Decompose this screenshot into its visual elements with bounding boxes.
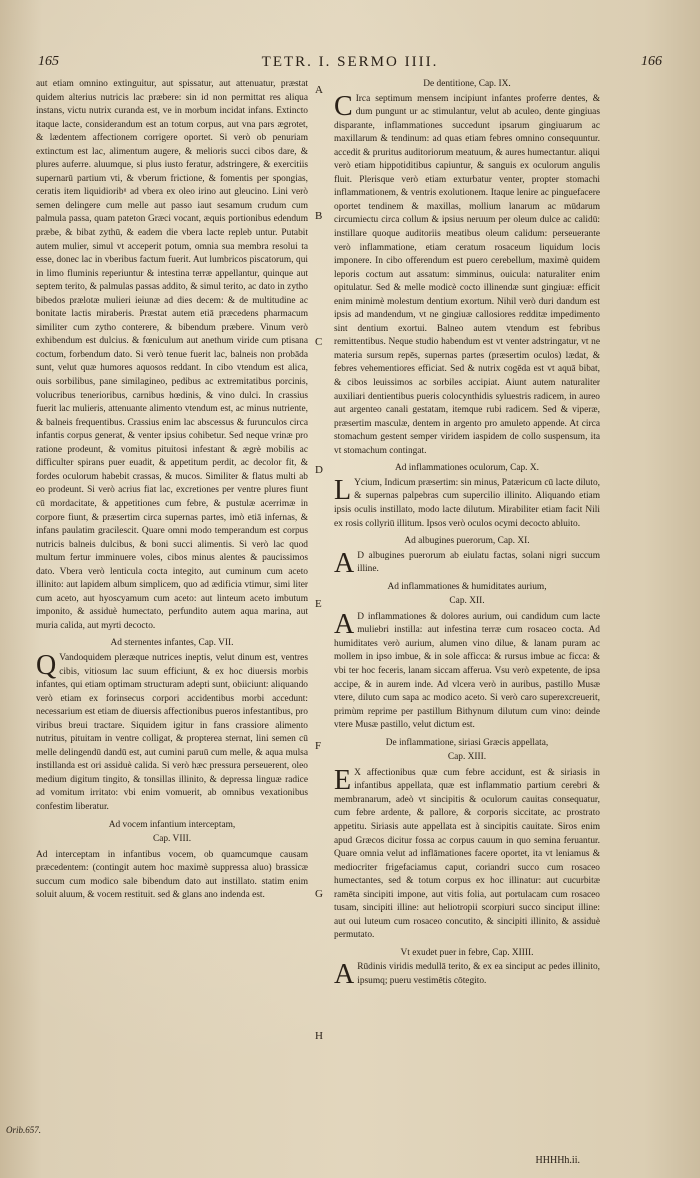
drop-capital-a2: A bbox=[334, 608, 355, 640]
paragraph-sternentes bbox=[36, 649, 308, 815]
heading-cap-xiii: De inflammatione, siriasi Græcis appellata, bbox=[385, 737, 549, 748]
margin-letter-h: H bbox=[315, 1030, 323, 1042]
running-title: TETR. I. SERMO IIII. bbox=[261, 54, 439, 70]
heading-cap-vii: Ad sternentes infantes, Cap. VII. bbox=[110, 638, 234, 649]
paragraph-aurium bbox=[334, 608, 600, 733]
signature-mark: HHHHh.ii. bbox=[535, 1155, 580, 1166]
margin-letter-a: A bbox=[315, 84, 323, 96]
paragraph-dentitione bbox=[334, 90, 600, 459]
heading-cap-ix: De dentitione, Cap. IX. bbox=[423, 79, 511, 89]
paragraph-siriasis-text: X affectionibus quæ cum febre accidunt, est & siriasis in infantibus appellata, quæ est inflammatio partium cerebri & membranarum, adeò vt sincipitis & oculorum cauitas consequatur, cum febre ardente, & pallore, & corporis siccitate, ac prostrato appetitu. Siriasis aute appellata est à sincipitis cauitate. Siros enim apud Græcos dicitur fossa ac corpus cauum in quo semina feruantur. Quare omnia velut ad inflāmationes facere oportet, ita vt leniamus & mediocriter frigefaciamus caput, coriandri succo cum rosaceo humectantes, sed & totum corpus ex hoc illinatur: aut cucurbitæ ramēta sincipiti impone, aut vitis folia, aut portulacam cum rosaceo tusam, sincipiti illine: aut heliotropii scorpiuri succo sinciput illine: aut oui luteum cum rosaceo concutito, & sincipiti illinito, & assiduè permutato. bbox=[334, 767, 600, 941]
margin-note: Orib.657. bbox=[6, 1125, 42, 1135]
margin-letter-b: B bbox=[315, 210, 323, 222]
paragraph-albugines-text: D albugines puerorum ab eiulatu factas, solani nigri succum illine. bbox=[357, 550, 600, 575]
heading-cap-xiiii: Vt exudet puer in febre, Cap. XIIII. bbox=[400, 947, 534, 958]
heading-cap-x: Ad inflammationes oculorum, Cap. X. bbox=[395, 463, 539, 474]
paragraph-aurium-text: D inflammationes & dolores aurium, oui candidum cum lacte muliebri instilla: aut infestina terræ cum rosaceo cocta. Ad humiditates verò aurium, alumen vino dilue, & lanam puram ac mollem in ipso imbue, & in sole afficca: & rursus imbue ac ficca: & vbi ter hoc feceris, lanam siccam afferua. Vsu verò expetente, de ipsa accipe, & in aurem inde. Ad vlcera verò in auribus, pastillo Musæ vtere, diluto cum sapa ac modico aceto. Si verò caro superexcreuerit, primùm reprime per pastillum Bithynum dilutum cum vino: deinde vtere Musæ pastillo, velut dictum est. bbox=[334, 611, 600, 731]
right-column bbox=[334, 78, 600, 989]
heading-cap-viii: Ad vocem infantium interceptam, bbox=[108, 819, 236, 830]
margin-letters bbox=[311, 78, 331, 1178]
left-column bbox=[36, 78, 308, 903]
paragraph-dentitione-text: Irca septimum mensem incipiunt infantes proferre dentes, & dum pungunt ur ac stimulantur, velut ab aculeo, dente gingiuas disparante, inflammationes succedunt ipsarum gingiuarum ac maxillarum & tendinum: ad quas etiam febres omnino consequuntur. accedit & pruritus auditoriorum meatuum, & aures humectantur. aliqui verò etiam hippotiditibus capiuntur, & sanguis ex oculorum angulis fluit. Plerisque verò etiam exturbatur venter, propter stomachi inflammationem, & ventris exolutionem. Itaque lenire ac pinguefacere oportet tendinem & maxillas, mollium lanarum ac mūdarum circumiectu circa collum & ipsius neruum per oleum dulce ac calidū: instillare quoque auditoriis meatibus oleum calidum: perseuerante verò inflammatione, etiam ceratum rosaceum liquidum locis imponere. In cibo offerendum est puero cerebellum, maximè quidem leporis coctum aut assatum: simminus, ouicula: naturaliter enim opitulatur. Sed & melle modicè cocto illinendæ sunt gingiuæ: efficit enim minimè molestum dentium exortum. Nihil verò duri dandum est ipsis ad mandendum, vt ne gingiuæ callosiores redditæ impedimento sint dentium exortui. Balneo autem vtendum est febribus remittentibus. Neque studio habendum est vt venter adstringatur, vt ne materia sursum repēs, supernas partes (præsertim oculos) lædat, & febres vehementiores efficiat. Sed & nutrix cogēda est vt aquā bibat, & cibos leuissimos ac sorbiles accipiat. Aiunt autem naturaliter auxiliari dentientibus pueris colocynthidis syluestris radicem, in aureo aut argenteo canali gestatam, itemque rubi radicem. Sed & viperæ, præsertim masculæ, dentem in argento pro amuleto appende. At circa stomachum gestent semper viridem iaspidem de collo suspensum, ita vt stomachum contingat. bbox=[334, 93, 600, 456]
paragraph-oculorum bbox=[334, 474, 600, 531]
paragraph-vocem: Ad interceptam in infantibus vocem, ob quamcumque causam præcedentem: (contingit autem hoc maximè suppressa aluo) brassicæ succum cum modico sale bibendum dato aut instillato. statim enim soluit aluum, & vocem restituit. sed & glans ano indenda est. bbox=[36, 849, 308, 901]
paragraph-milk-regimen: aut etiam omnino extinguitur, aut spissatur, aut attenuatur, præstat quidem alterius nutricis lac præbere: sin id non permittat res aliqua instans, victu nutrix curanda est, ve in morbum incidat infans. Extincto itaque lacte, considerandum est an totum corpus, aut vna pars ægrotet, & lædentem affectionem corrigere oportet. Si verò ob penuriam extinctum est lac, alimentum augere, & melioris succi cibos dare, & plures auferre. aluumque, si plus iusto feratur, adstringere, & exercitiis supernarū partium vti, & vberum frictione, & fomentis per spongias, ceratis item liquidioribᵘ ad vbera ex oleo irino aut gleucino. Lini verò semen delingere cum melle aut passo iaut sesamum crudum cum palmula passa, quam pateton Græci vocant, æquis portionibus edendum præbe, & bibat zythū, & eadem die vbera lacte repleb untur. Putabit autem mulier, simul vt acceperit potum, omnia sua membra resolui ta esse, donec lac in vberibus factum fuerit. Aut lumbricos piscatorum, qui in limo fluminis reperiuntur & intestina terræ appellantur, quinque aut septem terito, & palmulas passas addito, & simul terito, ac dato in zytho bibedos prælotæ mulieri ieiunæ ad dies decem: & de multitudine ac bonitate lactis miraberis. Præstat autem etiā præcedens pharmacum similiter cum zytho conterere, & bibendum præbere. Vinum verò exhibendum est dulcius. & fœniculum aut anethum viride cum ptisana coctum, forbendum dato. Si verò tenue fuerit lac, balneis non probāda sunt, velut quæ humores aquosos reddant. In cibo vtendum est alica, ouis sorbilibus, pane similagineo, pedibus ac extremitatibus porcinis, volucribus tenerioribus, carnibus hœdinis, & vino dulci. In crassius fuerit lac mulieris, attenuante alimento vtendum est, ac minus nutriente, & balneis frequentibus. Crassius enim lac abscessus & furunculos circa infantis corpus generat, & venter ipsius cohibetur. Sed neque vrinæ pro ratione prodeunt, & vomitus pituitosi infestant & ægrè mobilis ac difficulter spirans puer euadit, & appetitum perdit, ac decolor fit, & fordes oculorum habebit crassas, & mucos. Similiter & flatus multi ab eo prodeunt. Si verò acrius fiat lac, excretiones per ventre plures fiunt cū mordacitate, & appetitiones cum febre, & pustulæ acerrimæ in corpore fiunt, & præsertim circa supernas partes, imò etiā infernas, & infans paulatim gracilescit. Quare omni modo temperandum est corpus nutricis balneis dulcibus, & boni succi alimentis. Si verò lac quod multum fertur imminuere voles, cibos minus alentes & paucissimos dato. Vbera verò lenticula cocta integito, aut cuminum cum aceto illinito: aut lapidem album simplicem, quo ad ædificia vtimur, simi liter cum aceto, aut hyoscyamum cum aceto: aut linteum aceto imbutum imponito, & assiduè humectato, perfundito autem aqua marina, aut muria calida, aut myrti decocto. bbox=[36, 79, 308, 631]
folio-right: 166 bbox=[641, 54, 662, 69]
drop-capital-e: E bbox=[334, 764, 352, 796]
heading-cap-xii: Ad inflammationes & humiditates aurium, bbox=[387, 581, 547, 592]
heading-cap-xi: Ad albugines puerorum, Cap. XI. bbox=[404, 536, 530, 547]
drop-capital-a1: A bbox=[334, 547, 355, 579]
paragraph-albugines bbox=[334, 547, 600, 579]
cap-xii-label: Cap. XII. bbox=[449, 596, 485, 607]
cap-viii-label: Cap. VIII. bbox=[152, 834, 192, 845]
paragraph-oculorum-text: Ycium, Indicum præsertim: sin minus, Patæricum cū lacte diluto, & supernas palpebras cum supercilio illinito. Aliquando etiam ipsis oculis instillato, modo lacte dilutum. Mirabiliter etiam facit Nili ex rosis collyriū illitum. Ipsos verò oculos ocymi decocto abluito. bbox=[334, 477, 600, 529]
drop-capital-a3: A bbox=[334, 959, 355, 989]
cap-xiii-label: Cap. XIII. bbox=[447, 752, 487, 763]
drop-capital-c: C bbox=[334, 90, 353, 122]
page-header bbox=[38, 54, 662, 76]
paragraph-exudet-text: Rūdinis viridis medullā terito, & ex ea sinciput ac pedes illinito, ipsumq; pueru vestimētis cōtegito. bbox=[357, 962, 600, 986]
margin-letter-e: E bbox=[315, 598, 322, 610]
paragraph-exudet bbox=[334, 961, 600, 988]
margin-letter-d: D bbox=[315, 464, 323, 476]
margin-letter-c: C bbox=[315, 336, 323, 348]
folio-left: 165 bbox=[38, 54, 59, 69]
margin-letter-f: F bbox=[315, 740, 322, 752]
paragraph-sternentes-text: Vandoquidem pleræque nutrices ineptis, velut dinum est, ventres cibis, vitiosum lac suum efficiunt, & ex hoc diuersis morbis infantes, qui etiam optimam structuram adepti sunt, obiiciunt: aliquando verò etiam ex forinsecus corpori accidentibus morbi accedunt: necessarium est etiam de diuersis affectionibus pueros infestantibus, pro viribus breui tractare. Siquidem igitur in fans crassiore alimento nutritus, pituitam in ventre colligat, & propterea sternat, lini semen cū melle delingendū dandū est, aut cumini paruū cum melle, & aqua mulsa instillanda est ori assiduè calida. Si verò hæc pressura perseuerent, oleo medium digitum tingito, & tonsillas illinito, & depressa linguæ radice ad vomitum irritato: vbi enim vomuerit, ab omnibus vexationibus confestim liberatur. bbox=[36, 652, 308, 812]
drop-capital-q: Q bbox=[36, 649, 57, 681]
margin-letter-g: G bbox=[315, 888, 323, 900]
paragraph-siriasis bbox=[334, 764, 600, 943]
drop-capital-l: L bbox=[334, 474, 352, 506]
